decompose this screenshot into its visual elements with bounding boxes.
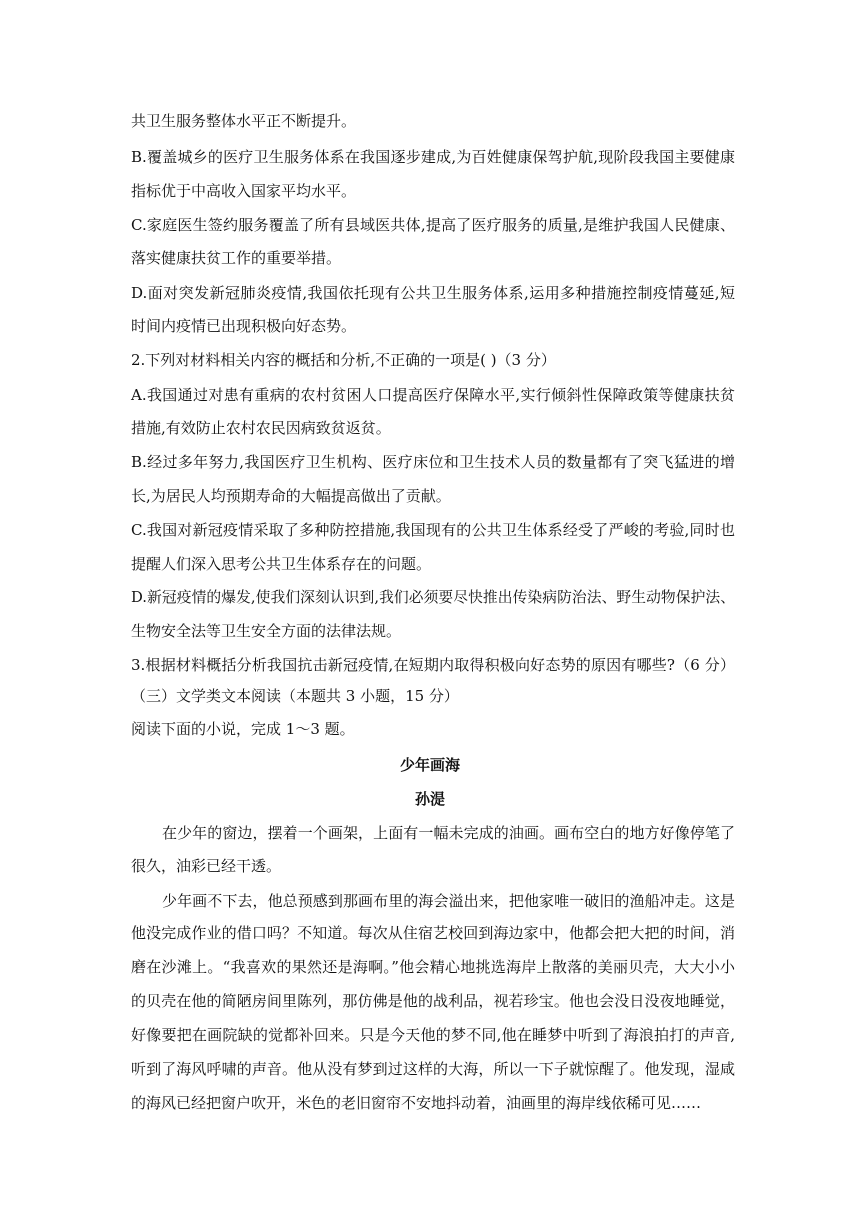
text-line: 指标优于中高收入国家平均水平。 xyxy=(131,182,357,200)
story-line: 的贝壳在他的简陋房间里陈列，那仿佛是他的战利品，视若珍宝。他也会没日没夜地睡觉， xyxy=(131,992,735,1010)
text-line: 提醒人们深入思考公共卫生体系存在的问题。 xyxy=(131,555,432,573)
story-title: 少年画海 xyxy=(399,756,460,774)
option-d-line: D.新冠疫情的爆发,使我们深刻认识到,我们必须要尽快推出传染病防治法、野生动物保护法、 xyxy=(131,589,735,606)
option-c-line: C.家庭医生签约服务覆盖了所有县域医共体,提高了医疗服务的质量,是维护我国人民健康、 xyxy=(131,216,735,234)
option-d-line: D.面对突发新冠肺炎疫情,我国依托现有公共卫生服务体系,运用多种措施控制疫情蔓延,短 xyxy=(131,284,735,302)
text-line: 落实健康扶贫工作的重要举措。 xyxy=(131,249,342,267)
option-b-line: B.经过多年努力,我国医疗卫生机构、医疗床位和卫生技术人员的数量都有了突飞猛进的增 xyxy=(131,453,735,471)
story-line: 很久，油彩已经干透。 xyxy=(131,857,282,875)
story-line: 好像要把在画院缺的觉都补回来。只是今天他的梦不同,他在睡梦中听到了海浪拍打的声音, xyxy=(131,1026,735,1044)
story-line: 磨在沙滩上。“我喜欢的果然还是海啊。”他会精心地挑选海岸上散落的美丽贝壳，大大小小 xyxy=(131,958,735,976)
story-line: 少年画不下去，他总预感到那画布里的海会溢出来，把他家唯一破旧的渔船冲走。这是 xyxy=(162,892,735,910)
text-line: 时间内疫情已出现积极向好态势。 xyxy=(131,317,357,335)
text-line: 措施,有效防止农村农民因病致贫返贫。 xyxy=(131,419,391,437)
option-b-line: B.覆盖城乡的医疗卫生服务体系在我国逐步建成,为百姓健康保驾护航,现阶段我国主要健康 xyxy=(131,148,735,166)
text-line: 长,为居民人均预期寿命的大幅提高做出了贡献。 xyxy=(131,487,451,505)
story-line: 听到了海风呼啸的声音。他从没有梦到过这样的大海，所以一下子就惊醒了。他发现，湿咸 xyxy=(131,1060,735,1078)
option-a-line: A.我国通过对患有重病的农村贫困人口提高医疗保障水平,实行倾斜性保障政策等健康扶贫 xyxy=(131,386,735,404)
story-line: 他没完成作业的借口吗？不知道。每次从住宿艺校回到海边家中，他都会把大把的时间，消 xyxy=(131,924,735,942)
question-3: 3.根据材料概括分析我国抗击新冠疫情,在短期内取得积极向好态势的原因有哪些?（6 分） xyxy=(131,656,735,674)
text-line: 生物安全法等卫生安全方面的法律法规。 xyxy=(131,622,402,640)
question-2: 2.下列对材料相关内容的概括和分析,不正确的一项是( )（3 分） xyxy=(131,351,556,369)
story-line: 的海风已经把窗户吹开，米色的老旧窗帘不安地抖动着，油画里的海岸线依稀可见…… xyxy=(131,1094,702,1112)
instruction: 阅读下面的小说，完成 1～3 题。 xyxy=(131,720,355,738)
section-heading: （三）文学类文本阅读（本题共 3 小题，15 分） xyxy=(131,687,459,705)
story-line: 在少年的窗边，摆着一个画架，上面有一幅未完成的油画。画布空白的地方好像停笔了 xyxy=(162,824,735,842)
text-line: 共卫生服务整体水平正不断提升。 xyxy=(131,112,357,130)
story-author: 孙湜 xyxy=(414,790,445,808)
option-c-line: C.我国对新冠疫情采取了多种防控措施,我国现有的公共卫生体系经受了严峻的考验,同时也 xyxy=(131,521,735,539)
